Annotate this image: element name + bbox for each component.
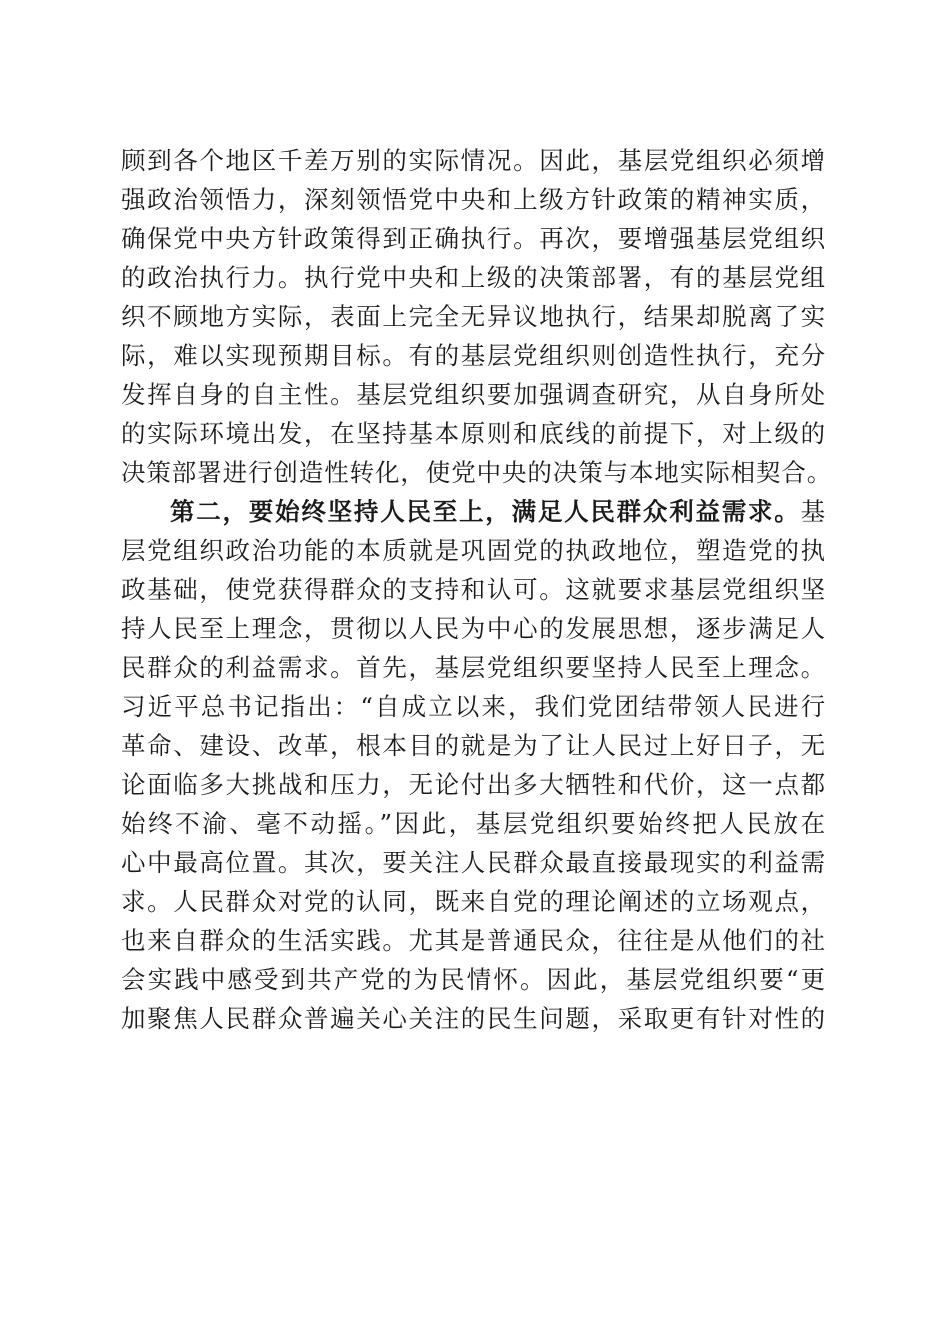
text-line: 求。人民群众对党的认同，既来自党的理论阐述的立场观点， [121, 887, 826, 916]
text-line: 的政治执行力。执行党中央和上级的决策部署，有的基层党组 [121, 263, 826, 292]
text-line: 际，难以实现预期目标。有的基层党组织则创造性执行，充分 [121, 341, 826, 370]
text-line: 政基础，使党获得群众的支持和认可。这就要求基层党组织坚 [121, 575, 826, 604]
text-line: 强政治领悟力，深刻领悟党中央和上级方针政策的精神实质， [121, 185, 826, 214]
text-line: 论面临多大挑战和压力，无论付出多大牺牲和代价，这一点都 [121, 770, 826, 799]
text-line: 习近平总书记指出：“自成立以来，我们党团结带领人民进行 [121, 692, 826, 721]
paragraph-2-first-line [121, 492, 826, 531]
text-line: 革命、建设、改革，根本目的就是为了让人民过上好日子，无 [121, 731, 826, 760]
text-line: 加聚焦人民群众普遍关心关注的民生问题，采取更有针对性的 [121, 1004, 826, 1033]
text-line: 织不顾地方实际，表面上完全无异议地执行，结果却脱离了实 [121, 302, 826, 331]
text-line: 民群众的利益需求。首先，基层党组织要坚持人民至上理念。 [121, 653, 826, 682]
section-heading: 第二，要始终坚持人民至上，满足人民群众利益需求。 [170, 497, 801, 526]
text-fragment: 基 [800, 497, 826, 526]
text-line: 会实践中感受到共产党的为民情怀。因此，基层党组织要“更 [121, 965, 826, 994]
text-line: 决策部署进行创造性转化，使党中央的决策与本地实际相契合。 [121, 458, 833, 487]
text-line: 层党组织政治功能的本质就是巩固党的执政地位，塑造党的执 [121, 536, 826, 565]
text-line: 确保党中央方针政策得到正确执行。再次，要增强基层党组织 [121, 224, 826, 253]
text-line: 顾到各个地区千差万别的实际情况。因此，基层党组织必须增 [121, 146, 826, 175]
text-line: 的实际环境出发，在坚持基本原则和底线的前提下，对上级的 [121, 419, 826, 448]
body-text [121, 141, 833, 1038]
text-line: 也来自群众的生活实践。尤其是普通民众，往往是从他们的社 [121, 926, 826, 955]
text-line: 始终不渝、毫不动摇。”因此，基层党组织要始终把人民放在 [121, 809, 826, 838]
text-line: 发挥自身的自主性。基层党组织要加强调查研究，从自身所处 [121, 380, 826, 409]
text-line: 心中最高位置。其次，要关注人民群众最直接最现实的利益需 [121, 848, 826, 877]
text-line: 持人民至上理念，贯彻以人民为中心的发展思想，逐步满足人 [121, 614, 826, 643]
